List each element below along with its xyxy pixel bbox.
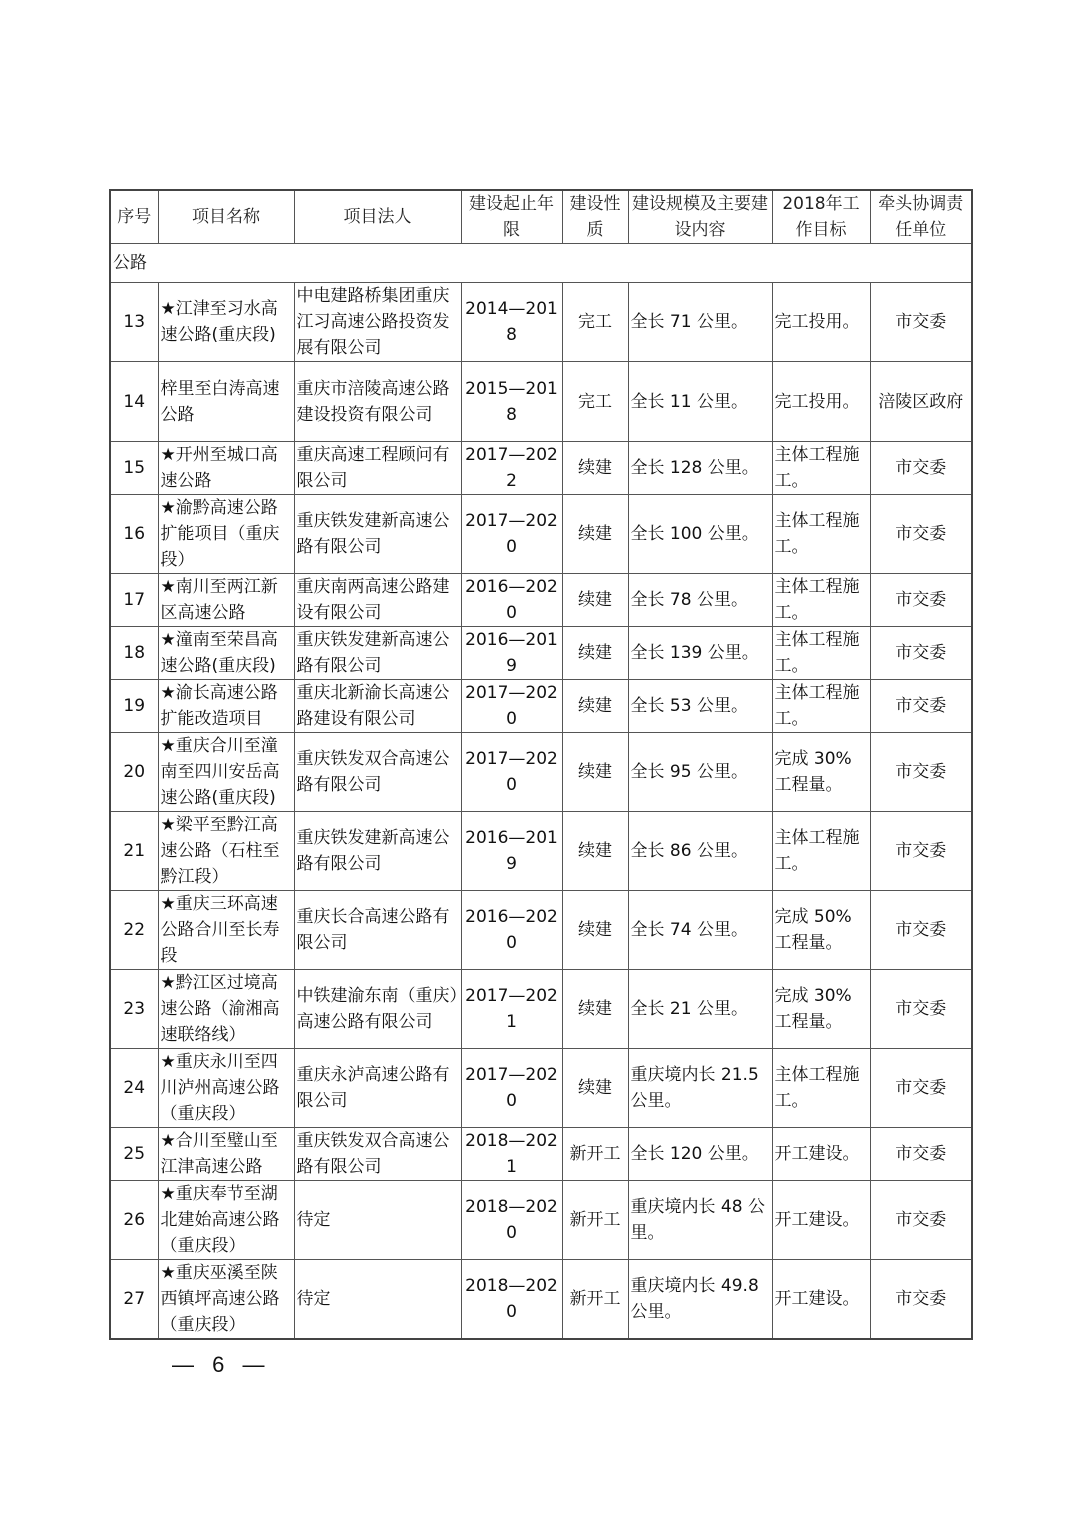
header-serial: 序号: [110, 190, 158, 244]
row-unit: 市交委: [870, 812, 972, 891]
row-years: 2017—2020: [461, 733, 562, 812]
row-years: 2017—2021: [461, 970, 562, 1049]
page-number: — 6 —: [172, 1352, 271, 1377]
row-project-name: ★重庆三环高速公路合川至长寿段: [158, 891, 294, 970]
row-legal-entity: 重庆永泸高速公路有限公司: [294, 1049, 461, 1128]
row-unit: 市交委: [870, 1260, 972, 1340]
table-row: [110, 891, 972, 970]
row-nature: 新开工: [562, 1128, 628, 1181]
row-serial: 16: [110, 495, 158, 574]
row-unit: 市交委: [870, 1049, 972, 1128]
category-label: 公路: [110, 244, 972, 283]
row-scale: 全长 86 公里。: [628, 812, 772, 891]
row-goal: 完工投用。: [772, 362, 870, 442]
row-years: 2014—2018: [461, 283, 562, 362]
table-row: [110, 627, 972, 680]
row-goal: 主体工程施工。: [772, 627, 870, 680]
row-unit: 市交委: [870, 627, 972, 680]
header-scale: 建设规模及主要建设内容: [628, 190, 772, 244]
row-serial: 13: [110, 283, 158, 362]
row-years: 2018—2020: [461, 1181, 562, 1260]
row-legal-entity: 重庆铁发建新高速公路有限公司: [294, 495, 461, 574]
header-goal: 2018年工作目标: [772, 190, 870, 244]
row-scale: 全长 120 公里。: [628, 1128, 772, 1181]
row-serial: 24: [110, 1049, 158, 1128]
row-project-name: ★重庆合川至潼南至四川安岳高速公路(重庆段): [158, 733, 294, 812]
row-scale: 重庆境内长 48 公里。: [628, 1181, 772, 1260]
row-nature: 续建: [562, 970, 628, 1049]
row-serial: 26: [110, 1181, 158, 1260]
row-scale: 全长 78 公里。: [628, 574, 772, 627]
row-nature: 完工: [562, 283, 628, 362]
row-project-name: ★潼南至荣昌高速公路(重庆段): [158, 627, 294, 680]
row-legal-entity: 待定: [294, 1260, 461, 1340]
table-row: [110, 1260, 972, 1340]
row-project-name: ★江津至习水高速公路(重庆段): [158, 283, 294, 362]
row-scale: 全长 95 公里。: [628, 733, 772, 812]
row-goal: 完成 30%工程量。: [772, 970, 870, 1049]
row-serial: 14: [110, 362, 158, 442]
row-project-name: ★南川至两江新区高速公路: [158, 574, 294, 627]
table-row: [110, 283, 972, 362]
row-legal-entity: 重庆铁发建新高速公路有限公司: [294, 812, 461, 891]
row-years: 2018—2020: [461, 1260, 562, 1340]
row-goal: 完成 30%工程量。: [772, 733, 870, 812]
row-goal: 开工建设。: [772, 1260, 870, 1340]
row-project-name: ★重庆巫溪至陕西镇坪高速公路（重庆段）: [158, 1260, 294, 1340]
row-serial: 23: [110, 970, 158, 1049]
table-row: [110, 442, 972, 495]
row-years: 2017—2020: [461, 680, 562, 733]
row-goal: 主体工程施工。: [772, 574, 870, 627]
row-unit: 市交委: [870, 442, 972, 495]
row-goal: 主体工程施工。: [772, 1049, 870, 1128]
row-years: 2017—2020: [461, 495, 562, 574]
row-unit: 市交委: [870, 891, 972, 970]
row-nature: 续建: [562, 733, 628, 812]
category-row: [110, 244, 972, 283]
row-scale: 全长 128 公里。: [628, 442, 772, 495]
row-nature: 续建: [562, 680, 628, 733]
row-legal-entity: 重庆铁发双合高速公路有限公司: [294, 1128, 461, 1181]
row-scale: 全长 74 公里。: [628, 891, 772, 970]
row-goal: 主体工程施工。: [772, 812, 870, 891]
row-legal-entity: 待定: [294, 1181, 461, 1260]
row-legal-entity: 重庆高速工程顾问有限公司: [294, 442, 461, 495]
table-row: [110, 733, 972, 812]
row-legal-entity: 重庆铁发建新高速公路有限公司: [294, 627, 461, 680]
row-unit: 市交委: [870, 283, 972, 362]
table-header-row: [110, 190, 972, 244]
header-nature: 建设性质: [562, 190, 628, 244]
row-nature: 续建: [562, 442, 628, 495]
table-row: [110, 680, 972, 733]
row-unit: 涪陵区政府: [870, 362, 972, 442]
row-years: 2018—2021: [461, 1128, 562, 1181]
row-nature: 续建: [562, 627, 628, 680]
table-row: [110, 1049, 972, 1128]
row-goal: 完成 50%工程量。: [772, 891, 870, 970]
row-project-name: ★合川至璧山至江津高速公路: [158, 1128, 294, 1181]
table-row: [110, 362, 972, 442]
row-serial: 27: [110, 1260, 158, 1340]
row-legal-entity: 中铁建渝东南（重庆）高速公路有限公司: [294, 970, 461, 1049]
row-nature: 续建: [562, 495, 628, 574]
row-legal-entity: 重庆市涪陵高速公路建设投资有限公司: [294, 362, 461, 442]
row-legal-entity: 重庆铁发双合高速公路有限公司: [294, 733, 461, 812]
row-scale: 全长 21 公里。: [628, 970, 772, 1049]
row-project-name: ★黔江区过境高速公路（渝湘高速联络线）: [158, 970, 294, 1049]
row-unit: 市交委: [870, 970, 972, 1049]
row-goal: 开工建设。: [772, 1181, 870, 1260]
table-row: [110, 495, 972, 574]
row-project-name: 梓里至白涛高速公路: [158, 362, 294, 442]
row-serial: 21: [110, 812, 158, 891]
row-goal: 完工投用。: [772, 283, 870, 362]
row-serial: 15: [110, 442, 158, 495]
row-years: 2015—2018: [461, 362, 562, 442]
row-years: 2017—2020: [461, 1049, 562, 1128]
row-project-name: ★重庆永川至四川泸州高速公路（重庆段）: [158, 1049, 294, 1128]
row-nature: 续建: [562, 1049, 628, 1128]
row-scale: 全长 100 公里。: [628, 495, 772, 574]
row-serial: 20: [110, 733, 158, 812]
row-project-name: ★渝长高速公路扩能改造项目: [158, 680, 294, 733]
row-nature: 新开工: [562, 1260, 628, 1340]
row-scale: 全长 11 公里。: [628, 362, 772, 442]
row-project-name: ★渝黔高速公路扩能项目（重庆段）: [158, 495, 294, 574]
row-nature: 新开工: [562, 1181, 628, 1260]
row-goal: 主体工程施工。: [772, 442, 870, 495]
row-unit: 市交委: [870, 1181, 972, 1260]
table-row: [110, 812, 972, 891]
row-scale: 全长 53 公里。: [628, 680, 772, 733]
row-serial: 17: [110, 574, 158, 627]
row-goal: 开工建设。: [772, 1128, 870, 1181]
row-scale: 重庆境内长 49.8 公里。: [628, 1260, 772, 1340]
row-serial: 25: [110, 1128, 158, 1181]
row-nature: 续建: [562, 574, 628, 627]
row-scale: 重庆境内长 21.5 公里。: [628, 1049, 772, 1128]
row-legal-entity: 重庆长合高速公路有限公司: [294, 891, 461, 970]
row-unit: 市交委: [870, 574, 972, 627]
row-years: 2016—2019: [461, 627, 562, 680]
header-unit: 牵头协调责任单位: [870, 190, 972, 244]
row-goal: 主体工程施工。: [772, 495, 870, 574]
row-project-name: ★开州至城口高速公路: [158, 442, 294, 495]
row-project-name: ★重庆奉节至湖北建始高速公路（重庆段）: [158, 1181, 294, 1260]
table-row: [110, 574, 972, 627]
row-years: 2016—2020: [461, 891, 562, 970]
row-unit: 市交委: [870, 495, 972, 574]
row-unit: 市交委: [870, 1128, 972, 1181]
row-scale: 全长 71 公里。: [628, 283, 772, 362]
row-unit: 市交委: [870, 680, 972, 733]
row-unit: 市交委: [870, 733, 972, 812]
row-years: 2016—2020: [461, 574, 562, 627]
row-serial: 18: [110, 627, 158, 680]
row-legal-entity: 重庆南两高速公路建设有限公司: [294, 574, 461, 627]
header-project-name: 项目名称: [158, 190, 294, 244]
row-nature: 完工: [562, 362, 628, 442]
row-project-name: ★梁平至黔江高速公路（石柱至黔江段）: [158, 812, 294, 891]
row-legal-entity: 中电建路桥集团重庆江习高速公路投资发展有限公司: [294, 283, 461, 362]
row-goal: 主体工程施工。: [772, 680, 870, 733]
table-row: [110, 1128, 972, 1181]
table-row: [110, 970, 972, 1049]
row-nature: 续建: [562, 812, 628, 891]
row-serial: 22: [110, 891, 158, 970]
header-legal-entity: 项目法人: [294, 190, 461, 244]
header-years: 建设起止年限: [461, 190, 562, 244]
table-row: [110, 1181, 972, 1260]
row-nature: 续建: [562, 891, 628, 970]
row-serial: 19: [110, 680, 158, 733]
row-scale: 全长 139 公里。: [628, 627, 772, 680]
row-years: 2016—2019: [461, 812, 562, 891]
row-years: 2017—2022: [461, 442, 562, 495]
project-table: [109, 189, 973, 1340]
row-legal-entity: 重庆北新渝长高速公路建设有限公司: [294, 680, 461, 733]
